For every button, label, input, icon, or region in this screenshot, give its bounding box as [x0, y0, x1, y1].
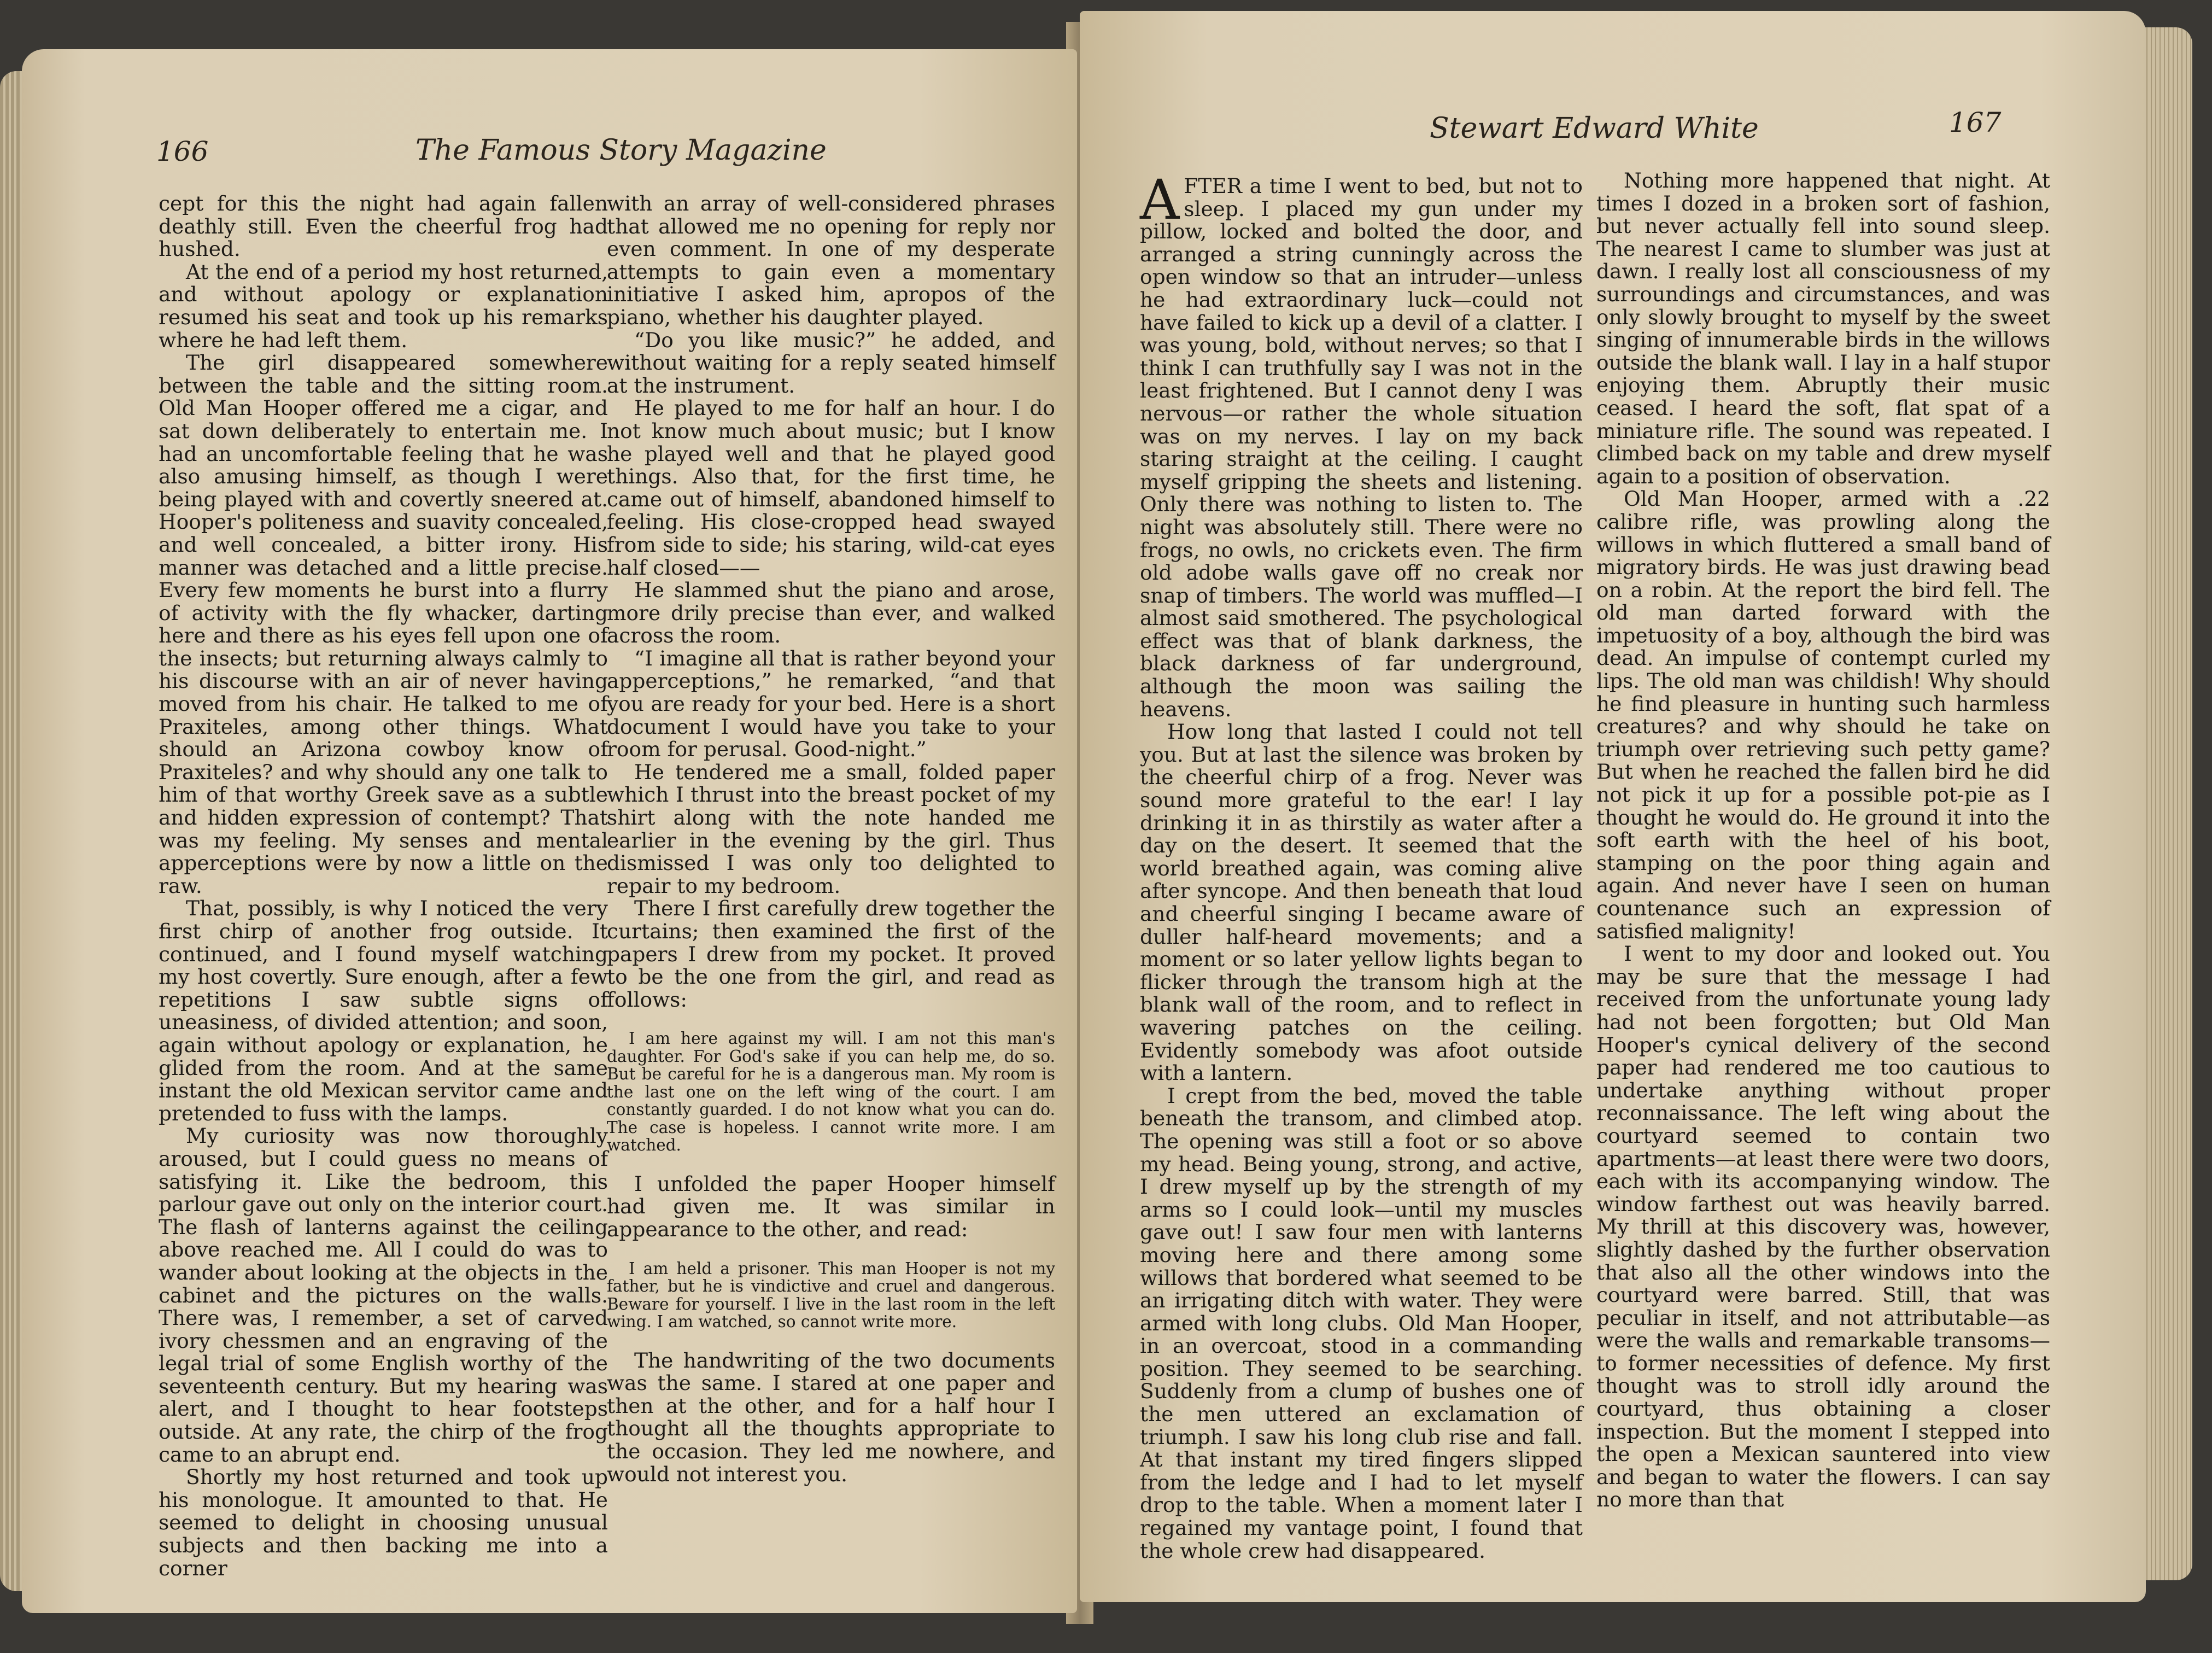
- paragraph: The handwriting of the two documents was the same. I stared at one paper and then at the other, and for a half hour I thought all the thoughts appropriate to the occasion. They led me nowhere, and would not interest you.: [607, 1348, 1055, 1486]
- paragraph: cept for this the night had again fallen deathly still. Even the cheerful frog had hushed.: [159, 191, 608, 261]
- paragraph: Nothing more happened that night. At times I dozed in a broken sort of fashion, but never actually fell into sound sleep. The nearest I came to slumber was just at dawn. I really lost all consciousness of my surroundings and circumstances, and was only slowly brought to myself by the sweet singing of innumerable birds in the willows outside the blank wall. I lay in a half stupor enjoying them. Abruptly their music ceased. I heard the soft, flat spat of a miniature rifle. The sound was repeated. I climbed back on my table and drew myself again to a position of observation.: [1596, 168, 2050, 488]
- running-head-left: The Famous Story Magazine: [416, 134, 827, 167]
- paragraph: There I first carefully drew together the curtains; then examined the first of the papers I drew from my pocket. It proved to be the one from the girl, and read as follows:: [607, 896, 1055, 1012]
- paragraph: He played to me for half an hour. I do not know much about music; but I know he played well and that he played good things. Also that, for the first time, he came out of himself, abandoned himself to feeling. His close-cropped head swayed from side to side; his staring, wild-cat eyes half closed——: [607, 396, 1055, 580]
- right-page-edges: [2143, 27, 2192, 1580]
- left-page: [22, 49, 1077, 1613]
- right-page: [1080, 11, 2146, 1602]
- paragraph: “Do you like music?” he added, and without waiting for a reply seated himself at the instrument.: [607, 328, 1055, 398]
- page-number-right: 167: [1949, 107, 2002, 138]
- girl-note: I am here against my will. I am not this man's daughter. For God's sake if you can help me, do so. But be careful for he is a dangerous man. My room is the last one on the left wing of the court. I am constantly guarded. I do not know what you can do. The case is hopeless. I cannot write more. I am watched.: [607, 1029, 1055, 1155]
- left-column-2: [607, 192, 1055, 1486]
- paragraph: My curiosity was now thoroughly aroused, but I could guess no means of satisfying it. Like the bedroom, this parlour gave out only on the interior court. The flash of lanterns against the ceiling above reached me. All I could do was to wander about looking at the objects in the cabinet and the pictures on the walls. There was, I remember, a set of carved ivory chessmen and an engraving of the legal trial of some English worthy of the seventeenth century. But my hearing was alert, and I thought to hear footsteps outside. At any rate, the chirp of the frog came to an abrupt end.: [159, 1124, 608, 1467]
- paragraph: He slammed shut the piano and arose, more drily precise than ever, and walked across the room.: [607, 578, 1055, 648]
- left-column-1: [159, 192, 608, 1580]
- paragraph: The girl disappeared somewhere between the table and the sitting room. Old Man Hooper offered me a cigar, and sat down deliberately to entertain me. I had an uncomfortable feeling that he was also amusing himself, as though I were being played with and covertly sneered at. Hooper's politeness and suavity concealed, and well concealed, a bitter irony. His manner was detached and a little precise. Every few moments he burst into a flurry of activity with the fly whacker, darting here and there as his eyes fell upon one of the insects; but returning always calmly to his discourse with an air of never having moved from his chair. He talked to me of Praxiteles, among other things. What should an Arizona cowboy know of Praxiteles? and why should any one talk to him of that worthy Greek save as a subtle and hidden expression of contempt? That was my feeling. My senses and mental apperceptions were by now a little on the raw.: [159, 351, 608, 898]
- paragraph: Old Man Hooper, armed with a .22 calibre rifle, was prowling along the willows in which fluttered a small band of migratory birds. He was just drawing bead on a robin. At the report the bird fell. The old man darted forward with the impetuosity of a boy, although the bird was dead. An impulse of contempt curled my lips. The old man was childish! Why should he find pleasure in hunting such harmless creatures? and why should he take on triumph over retrieving such petty game? But when he reached the fallen bird he did not pick it up for a possible pot-pie as I thought he would do. He ground it into the soft earth with the heel of his boot, stamping on the poor thing again and again. And never have I seen on human countenance such an expression of satisfied malignity!: [1596, 487, 2050, 943]
- paragraph: I crept from the bed, moved the table beneath the transom, and climbed atop. The opening was still a foot or so above my head. Being young, strong, and active, I drew myself up by the strength of my arms so I could look—until my muscles gave out! I saw four men with lanterns moving here and there among some willows that bordered what seemed to be an irrigating ditch with water. They were armed with long clubs. Old Man Hooper, in an overcoat, stood in a commanding position. They seemed to be searching. Suddenly from a clump of bushes one of the men uttered an exclamation of triumph. I saw his long club rise and fall. At that instant my tired fingers slipped from the ledge and I had to let myself drop to the table. When a moment later I regained my vantage point, I found that the whole crew had disappeared.: [1140, 1083, 1583, 1563]
- page-number-left: 166: [156, 136, 209, 167]
- opening-paragraph: AFTER a time I went to bed, but not to sleep. I placed my gun under my pillow, locked and bolted the door, and arranged a string cunningly across the open window so that an intruder—unless he had extraordinary luck—could not have failed to kick up a devil of a clatter. I was young, bold, without nerves; so that I think I can truthfully say I was not in the least frightened. But I cannot deny I was nervous—or rather the whole situation was on my nerves. I lay on my back staring straight at the ceiling. I caught myself gripping the sheets and listening. Only there was nothing to listen to. The night was absolutely still. There were no frogs, no owls, no crickets even. The firm old adobe walls gave off no creak nor snap of timbers. The world was muffled—I almost said smothered. The psychological effect was that of blank darkness, the black darkness of far underground, although the moon was sailing the heavens.: [1140, 168, 1583, 721]
- running-head-right: Stewart Edward White: [1430, 112, 1759, 145]
- paragraph: That, possibly, is why I noticed the very first chirp of another frog outside. It continued, and I found myself watching my host covertly. Sure enough, after a few repetitions I saw subtle signs of uneasiness, of divided attention; and soon, again without apology or explanation, he glided from the room. And at the same instant the old Mexican servitor came and pretended to fuss with the lamps.: [159, 896, 608, 1125]
- paragraph: with an array of well-considered phrases that allowed me no opening for reply nor even comment. In one of my desperate attempts to gain even a momentary initiative I asked him, apropos of the piano, whether his daughter played.: [607, 191, 1055, 329]
- right-column-2: [1596, 170, 2050, 1511]
- paragraph: How long that lasted I could not tell you. But at last the silence was broken by the cheerful chirp of a frog. Never was sound more grateful to the ear! I lay drinking it in as thirstily as water after a day on the desert. It seemed that the world breathed again, was coming alive after syncope. And then beneath that loud and cheerful singing I became aware of duller half-heard movements; and a moment or so later yellow lights began to flicker through the transom high at the blank wall of the room, and to reflect in wavering patches on the ceiling. Evidently somebody was afoot outside with a lantern.: [1140, 720, 1583, 1085]
- right-column-1: [1140, 168, 1583, 1563]
- paragraph: I went to my door and looked out. You may be sure that the message I had received from the unfortunate young lady had not been forgotten; but Old Man Hooper's cynical delivery of the second paper had rendered me too cautious to undertake anything without proper reconnaissance. The left wing about the courtyard seemed to contain two apartments—at least there were two doors, each with its accompanying window. The window farthest out was heavily barred. My thrill at this discovery was, however, slightly dashed by the further observation that also all the other windows into the courtyard were barred. Still, that was peculiar in itself, and not attributable—as were the walls and remarkable transoms—to former necessities of defence. My first thought was to stroll idly around the courtyard, thus obtaining a closer inspection. But the moment I stepped into the open a Mexican sauntered into view and began to water the flowers. I can say no more than that: [1596, 942, 2050, 1512]
- drop-cap: A: [1140, 168, 1180, 232]
- paragraph: Shortly my host returned and took up his monologue. It amounted to that. He seemed to delight in choosing unusual subjects and then backing me into a corner: [159, 1465, 608, 1580]
- paragraph: At the end of a period my host returned, and without apology or explanation resumed his seat and took up his remarks where he had left them.: [159, 259, 608, 352]
- paragraph: He tendered me a small, folded paper which I thrust into the breast pocket of my shirt along with the note handed me earlier in the evening by the girl. Thus dismissed I was only too delighted to repair to my bedroom.: [607, 760, 1055, 898]
- hooper-note: I am held a prisoner. This man Hooper is not my father, but he is vindictive and cruel and dangerous. Beware for yourself. I live in the last room in the left wing. I am watched, so cannot write more.: [607, 1259, 1055, 1331]
- paragraph: I unfolded the paper Hooper himself had given me. It was similar in appearance to the other, and read:: [607, 1171, 1055, 1242]
- paragraph: “I imagine all that is rather beyond your apperceptions,” he remarked, “and that you are ready for your bed. Here is a short document I would have you take to your room for perusal. Good-night.”: [607, 646, 1055, 762]
